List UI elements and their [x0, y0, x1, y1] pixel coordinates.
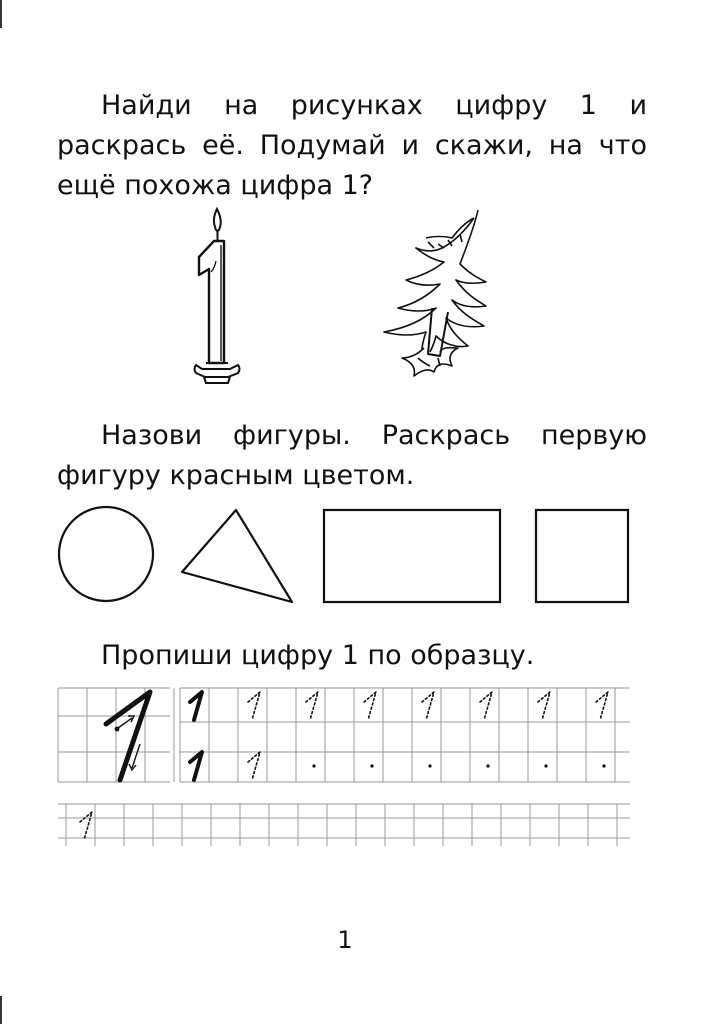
- start-dot: [312, 764, 315, 767]
- page-number: 1: [337, 926, 353, 954]
- page-edge-mark-top: [0, 0, 2, 28]
- shapes-row: [50, 500, 640, 610]
- task-1-text: Найди на рисунках цифру 1 и раскрась её. Подумай и скажи, на что ещё похожа цифра 1?: [57, 90, 647, 201]
- digit-1: [190, 752, 202, 780]
- copybook-grid: [0, 680, 724, 850]
- start-dot: [115, 727, 120, 732]
- start-dot: [486, 764, 489, 767]
- rectangle-shape[interactable]: [324, 510, 500, 602]
- start-dot: [544, 764, 547, 767]
- fir-tree-shaped-1-icon: [378, 208, 498, 383]
- task-2-instruction: [57, 416, 647, 496]
- start-dot: [428, 764, 431, 767]
- square-shape[interactable]: [536, 510, 628, 602]
- stroke-arrow: [118, 718, 132, 728]
- sample-digit-1: [106, 692, 150, 780]
- page-edge-mark-bottom: [0, 996, 2, 1024]
- start-dot: [602, 764, 605, 767]
- task-1-instruction: [57, 86, 647, 206]
- circle-shape[interactable]: [59, 507, 153, 601]
- task-3-text: Пропиши цифру 1 по образцу.: [101, 640, 535, 671]
- dotted-digit-1: [248, 692, 260, 720]
- dotted-digit-1: [422, 692, 434, 720]
- task-2-text: Назови фигуры. Раскрась первую фигуру красным цветом.: [57, 420, 647, 491]
- dotted-digit-1: [538, 692, 550, 720]
- triangle-shape[interactable]: [182, 510, 292, 602]
- start-dot: [370, 764, 373, 767]
- dotted-digit-1: [596, 692, 608, 720]
- dotted-digit-1: [248, 752, 260, 780]
- dotted-digit-1: [364, 692, 376, 720]
- dotted-digit-1: [306, 692, 318, 720]
- task-3-instruction: [101, 636, 661, 676]
- candle-shaped-1-icon: [188, 205, 248, 385]
- dotted-digit-1: [480, 692, 492, 720]
- digit-1: [190, 692, 202, 720]
- dotted-digit-1: [80, 812, 92, 840]
